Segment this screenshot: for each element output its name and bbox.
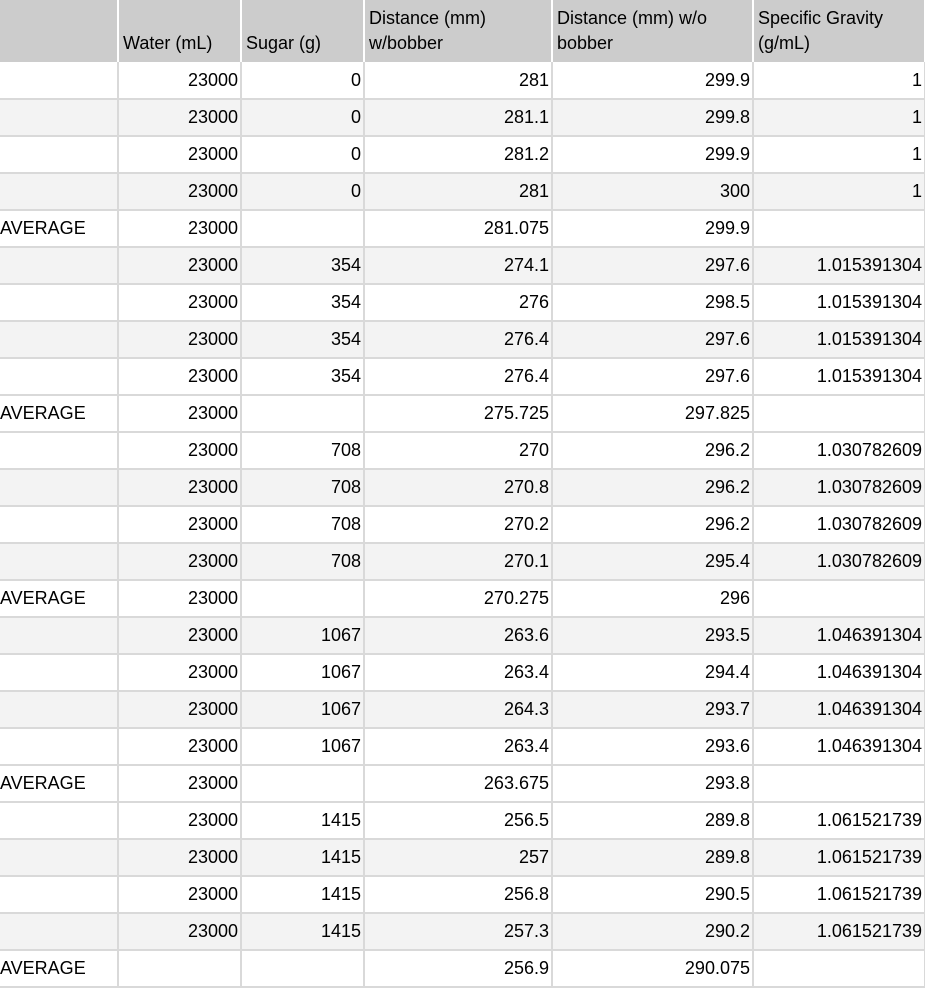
distance-without-bobber-cell[interactable]: 296.2 — [552, 469, 753, 506]
specific-gravity-cell[interactable]: 1 — [753, 136, 925, 173]
specific-gravity-cell[interactable]: 1.030782609 — [753, 469, 925, 506]
specific-gravity-cell[interactable]: 1.046391304 — [753, 728, 925, 765]
specific-gravity-cell[interactable]: 1.030782609 — [753, 432, 925, 469]
table-row — [0, 543, 925, 580]
table-row — [0, 136, 925, 173]
distance-with-bobber-cell[interactable]: 281.075 — [364, 210, 552, 247]
sugar-cell[interactable]: 1415 — [241, 802, 364, 839]
sugar-cell[interactable]: 1415 — [241, 839, 364, 876]
distance-with-bobber-cell[interactable]: 263.675 — [364, 765, 552, 802]
distance-with-bobber-cell[interactable]: 276.4 — [364, 358, 552, 395]
distance-without-bobber-cell[interactable]: 298.5 — [552, 284, 753, 321]
table-row — [0, 99, 925, 136]
distance-without-bobber-cell[interactable]: 299.8 — [552, 99, 753, 136]
distance-without-bobber-cell[interactable]: 293.7 — [552, 691, 753, 728]
distance-with-bobber-cell[interactable]: 256.8 — [364, 876, 552, 913]
distance-with-bobber-cell[interactable]: 281.1 — [364, 99, 552, 136]
water-cell[interactable]: 23000 — [118, 210, 241, 247]
sugar-cell[interactable]: 1067 — [241, 691, 364, 728]
average-row — [0, 950, 925, 987]
water-cell[interactable]: 23000 — [118, 691, 241, 728]
water-cell[interactable]: 23000 — [118, 580, 241, 617]
header-cell-label[interactable] — [0, 0, 118, 62]
table-row — [0, 321, 925, 358]
header-row — [0, 0, 925, 62]
distance-with-bobber-cell[interactable]: 276 — [364, 284, 552, 321]
distance-without-bobber-cell[interactable]: 297.825 — [552, 395, 753, 432]
specific-gravity-cell[interactable]: 1.061521739 — [753, 913, 925, 950]
specific-gravity-cell[interactable]: 1.061521739 — [753, 839, 925, 876]
specific-gravity-cell[interactable] — [753, 950, 925, 987]
distance-without-bobber-cell[interactable]: 296.2 — [552, 506, 753, 543]
water-cell[interactable]: 23000 — [118, 654, 241, 691]
average-row — [0, 580, 925, 617]
header-cell-specific-gravity[interactable]: Specific Gravity (g/mL) — [753, 0, 925, 62]
water-cell[interactable]: 23000 — [118, 839, 241, 876]
label-cell[interactable] — [0, 432, 118, 469]
sugar-cell[interactable]: 708 — [241, 469, 364, 506]
label-cell[interactable] — [0, 99, 118, 136]
water-cell[interactable]: 23000 — [118, 469, 241, 506]
distance-without-bobber-cell[interactable]: 296 — [552, 580, 753, 617]
table-row — [0, 62, 925, 99]
label-cell[interactable]: AVERAGE — [0, 765, 118, 802]
distance-with-bobber-cell[interactable]: 263.6 — [364, 617, 552, 654]
label-cell[interactable]: AVERAGE — [0, 210, 118, 247]
distance-with-bobber-cell[interactable]: 257.3 — [364, 913, 552, 950]
distance-without-bobber-cell[interactable]: 294.4 — [552, 654, 753, 691]
sugar-cell[interactable]: 708 — [241, 506, 364, 543]
label-cell[interactable] — [0, 469, 118, 506]
water-cell[interactable]: 23000 — [118, 284, 241, 321]
table-row — [0, 913, 925, 950]
distance-without-bobber-cell[interactable]: 290.075 — [552, 950, 753, 987]
distance-with-bobber-cell[interactable]: 281 — [364, 173, 552, 210]
water-cell[interactable]: 23000 — [118, 802, 241, 839]
label-cell[interactable]: AVERAGE — [0, 950, 118, 987]
specific-gravity-cell[interactable]: 1.015391304 — [753, 321, 925, 358]
sugar-cell[interactable]: 0 — [241, 173, 364, 210]
distance-with-bobber-cell[interactable]: 263.4 — [364, 654, 552, 691]
water-cell[interactable]: 23000 — [118, 432, 241, 469]
sugar-cell[interactable] — [241, 395, 364, 432]
water-cell[interactable]: 23000 — [118, 876, 241, 913]
header-cell-distance-without-bobber[interactable]: Distance (mm) w/o bobber — [552, 0, 753, 62]
header-cell-distance-with-bobber[interactable]: Distance (mm) w/bobber — [364, 0, 552, 62]
specific-gravity-cell[interactable]: 1.061521739 — [753, 876, 925, 913]
table-body — [0, 62, 925, 987]
specific-gravity-cell[interactable]: 1.061521739 — [753, 802, 925, 839]
sugar-cell[interactable]: 1067 — [241, 654, 364, 691]
distance-with-bobber-cell[interactable]: 256.5 — [364, 802, 552, 839]
distance-with-bobber-cell[interactable]: 275.725 — [364, 395, 552, 432]
label-cell[interactable] — [0, 173, 118, 210]
specific-gravity-cell[interactable]: 1.015391304 — [753, 358, 925, 395]
distance-with-bobber-cell[interactable]: 281 — [364, 62, 552, 99]
distance-without-bobber-cell[interactable]: 297.6 — [552, 321, 753, 358]
specific-gravity-cell[interactable] — [753, 395, 925, 432]
table-row — [0, 876, 925, 913]
sugar-cell[interactable]: 354 — [241, 247, 364, 284]
label-cell[interactable] — [0, 728, 118, 765]
distance-without-bobber-cell[interactable]: 300 — [552, 173, 753, 210]
specific-gravity-cell[interactable]: 1.046391304 — [753, 617, 925, 654]
table-row — [0, 506, 925, 543]
label-cell[interactable] — [0, 284, 118, 321]
table-row — [0, 839, 925, 876]
sugar-cell[interactable]: 1415 — [241, 876, 364, 913]
sugar-cell[interactable] — [241, 210, 364, 247]
table-row — [0, 173, 925, 210]
sugar-cell[interactable]: 0 — [241, 99, 364, 136]
specific-gravity-cell[interactable]: 1.030782609 — [753, 506, 925, 543]
table-row — [0, 617, 925, 654]
distance-without-bobber-cell[interactable]: 297.6 — [552, 247, 753, 284]
average-row — [0, 765, 925, 802]
sugar-cell[interactable]: 354 — [241, 321, 364, 358]
distance-without-bobber-cell[interactable]: 299.9 — [552, 62, 753, 99]
sugar-cell[interactable] — [241, 950, 364, 987]
distance-with-bobber-cell[interactable]: 270.2 — [364, 506, 552, 543]
sugar-cell[interactable] — [241, 580, 364, 617]
label-cell[interactable] — [0, 913, 118, 950]
sugar-cell[interactable]: 708 — [241, 432, 364, 469]
water-cell[interactable]: 23000 — [118, 358, 241, 395]
distance-with-bobber-cell[interactable]: 274.1 — [364, 247, 552, 284]
distance-without-bobber-cell[interactable]: 293.6 — [552, 728, 753, 765]
sugar-cell[interactable]: 0 — [241, 62, 364, 99]
label-cell[interactable] — [0, 876, 118, 913]
distance-without-bobber-cell[interactable]: 293.8 — [552, 765, 753, 802]
distance-with-bobber-cell[interactable]: 270 — [364, 432, 552, 469]
header-cell-water[interactable]: Water (mL) — [118, 0, 241, 62]
table-row — [0, 247, 925, 284]
table-row — [0, 358, 925, 395]
distance-with-bobber-cell[interactable]: 270.8 — [364, 469, 552, 506]
distance-without-bobber-cell[interactable]: 290.2 — [552, 913, 753, 950]
distance-with-bobber-cell[interactable]: 257 — [364, 839, 552, 876]
label-cell[interactable] — [0, 617, 118, 654]
water-cell[interactable]: 23000 — [118, 321, 241, 358]
table-row — [0, 691, 925, 728]
distance-with-bobber-cell[interactable]: 264.3 — [364, 691, 552, 728]
average-row — [0, 210, 925, 247]
sugar-cell[interactable]: 1067 — [241, 728, 364, 765]
water-cell[interactable]: 23000 — [118, 247, 241, 284]
distance-without-bobber-cell[interactable]: 289.8 — [552, 839, 753, 876]
distance-without-bobber-cell[interactable]: 297.6 — [552, 358, 753, 395]
header-cell-sugar[interactable]: Sugar (g) — [241, 0, 364, 62]
label-cell[interactable] — [0, 654, 118, 691]
water-cell[interactable]: 23000 — [118, 543, 241, 580]
specific-gravity-cell[interactable] — [753, 765, 925, 802]
specific-gravity-cell[interactable]: 1.030782609 — [753, 543, 925, 580]
sugar-cell[interactable]: 1415 — [241, 913, 364, 950]
distance-without-bobber-cell[interactable]: 296.2 — [552, 432, 753, 469]
label-cell[interactable] — [0, 543, 118, 580]
specific-gravity-cell[interactable]: 1.015391304 — [753, 284, 925, 321]
specific-gravity-cell[interactable] — [753, 210, 925, 247]
specific-gravity-cell[interactable]: 1.046391304 — [753, 691, 925, 728]
label-cell[interactable] — [0, 839, 118, 876]
distance-without-bobber-cell[interactable]: 290.5 — [552, 876, 753, 913]
sugar-cell[interactable] — [241, 765, 364, 802]
distance-without-bobber-cell[interactable]: 299.9 — [552, 210, 753, 247]
table-row — [0, 469, 925, 506]
label-cell[interactable] — [0, 691, 118, 728]
table-row — [0, 802, 925, 839]
water-cell[interactable]: 23000 — [118, 99, 241, 136]
distance-with-bobber-cell[interactable]: 256.9 — [364, 950, 552, 987]
distance-with-bobber-cell[interactable]: 281.2 — [364, 136, 552, 173]
distance-with-bobber-cell[interactable]: 270.1 — [364, 543, 552, 580]
sugar-cell[interactable]: 354 — [241, 358, 364, 395]
distance-without-bobber-cell[interactable]: 293.5 — [552, 617, 753, 654]
water-cell[interactable]: 23000 — [118, 617, 241, 654]
distance-with-bobber-cell[interactable]: 263.4 — [364, 728, 552, 765]
label-cell[interactable] — [0, 358, 118, 395]
water-cell[interactable]: 23000 — [118, 728, 241, 765]
distance-with-bobber-cell[interactable]: 276.4 — [364, 321, 552, 358]
specific-gravity-cell[interactable] — [753, 580, 925, 617]
water-cell[interactable]: 23000 — [118, 173, 241, 210]
water-cell[interactable] — [118, 950, 241, 987]
sugar-cell[interactable]: 708 — [241, 543, 364, 580]
label-cell[interactable]: AVERAGE — [0, 395, 118, 432]
label-cell[interactable] — [0, 247, 118, 284]
label-cell[interactable] — [0, 802, 118, 839]
water-cell[interactable]: 23000 — [118, 136, 241, 173]
specific-gravity-cell[interactable]: 1 — [753, 173, 925, 210]
label-cell[interactable] — [0, 62, 118, 99]
sugar-cell[interactable]: 1067 — [241, 617, 364, 654]
specific-gravity-cell[interactable]: 1 — [753, 99, 925, 136]
specific-gravity-cell[interactable]: 1 — [753, 62, 925, 99]
sugar-cell[interactable]: 0 — [241, 136, 364, 173]
specific-gravity-cell[interactable]: 1.046391304 — [753, 654, 925, 691]
sugar-cell[interactable]: 354 — [241, 284, 364, 321]
water-cell[interactable]: 23000 — [118, 913, 241, 950]
table-row — [0, 654, 925, 691]
water-cell[interactable]: 23000 — [118, 765, 241, 802]
table-row — [0, 432, 925, 469]
average-row — [0, 395, 925, 432]
distance-with-bobber-cell[interactable]: 270.275 — [364, 580, 552, 617]
specific-gravity-cell[interactable]: 1.015391304 — [753, 247, 925, 284]
distance-without-bobber-cell[interactable]: 295.4 — [552, 543, 753, 580]
distance-without-bobber-cell[interactable]: 299.9 — [552, 136, 753, 173]
label-cell[interactable]: AVERAGE — [0, 580, 118, 617]
distance-without-bobber-cell[interactable]: 289.8 — [552, 802, 753, 839]
label-cell[interactable] — [0, 506, 118, 543]
table-row — [0, 284, 925, 321]
label-cell[interactable] — [0, 321, 118, 358]
water-cell[interactable]: 23000 — [118, 506, 241, 543]
water-cell[interactable]: 23000 — [118, 395, 241, 432]
label-cell[interactable] — [0, 136, 118, 173]
table-row — [0, 728, 925, 765]
water-cell[interactable]: 23000 — [118, 62, 241, 99]
